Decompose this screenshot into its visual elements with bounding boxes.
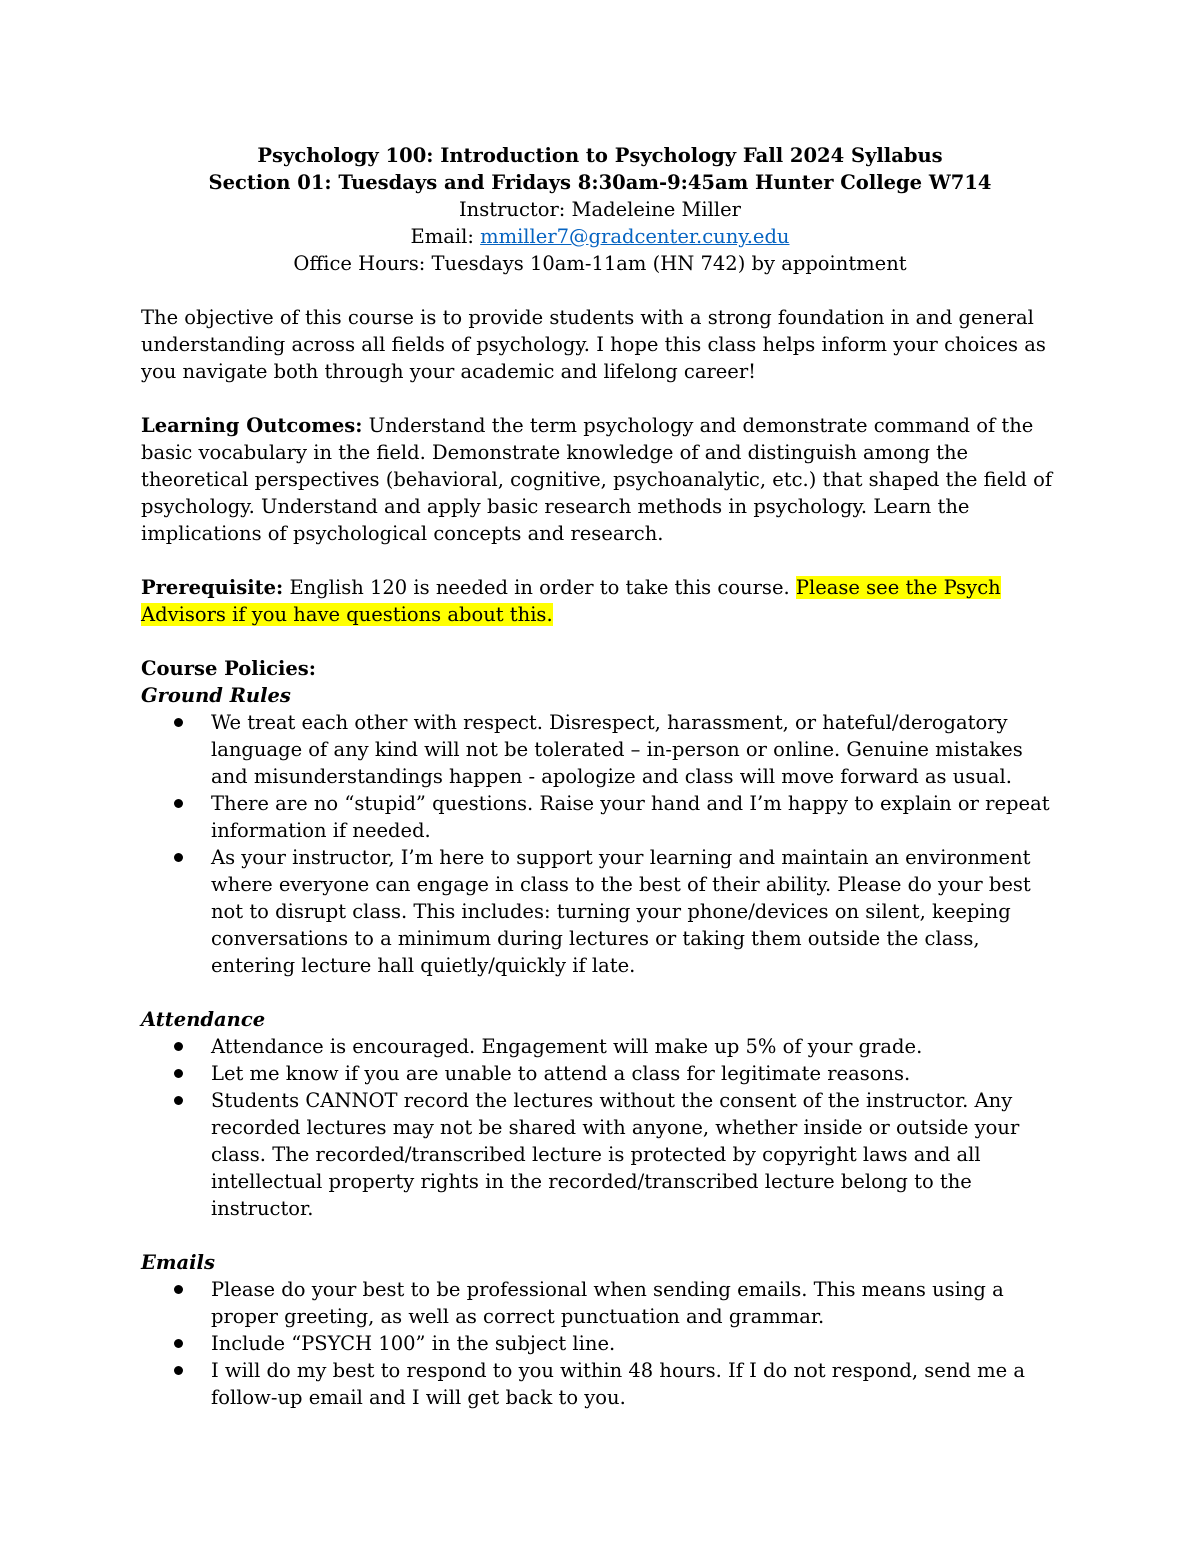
bullet-icon	[174, 799, 183, 808]
syllabus-header	[141, 142, 1059, 277]
office-hours: Office Hours: Tuesdays 10am-11am (HN 742) by appointment	[293, 252, 907, 275]
course-policies-heading: Course Policies:	[141, 657, 316, 680]
prerequisite-label: Prerequisite:	[141, 576, 284, 599]
section-info: Section 01: Tuesdays and Fridays 8:30am-9:45am Hunter College W714	[208, 171, 992, 194]
learning-outcomes-text: Understand the term psychology and demonstrate command of the basic vocabulary in the field. Demonstrate knowledge of and distinguish among the theoretical perspectives (behavioral, cognitive, psychoanalytic, etc.) that shaped the field of psychology. Understand and apply basic research methods in psychology. Learn the implications of psychological concepts and research.	[141, 414, 1053, 545]
attendance-list	[141, 1033, 1059, 1222]
list-item: We treat each other with respect. Disrespect, harassment, or hateful/derogatory language of any kind will not be tolerated – in-person or online. Genuine mistakes and misunderstandings happen - apologize and class will move forward as usual.	[141, 709, 1059, 790]
bullet-icon	[174, 1285, 183, 1294]
learning-outcomes-label: Learning Outcomes:	[141, 414, 363, 437]
bullet-icon	[174, 853, 183, 862]
bullet-icon	[174, 1366, 183, 1375]
bullet-icon	[174, 1096, 183, 1105]
list-item: As your instructor, I’m here to support your learning and maintain an environment where everyone can engage in class to the best of their ability. Please do your best not to disrupt class. This includes: turning your phone/devices on silent, keeping conversations to a minimum during lectures or taking them outside the class, entering lecture hall quietly/quickly if late.	[141, 844, 1059, 979]
attendance-heading: Attendance	[141, 1008, 266, 1031]
email-line	[141, 223, 1059, 250]
objective-paragraph: The objective of this course is to provide students with a strong foundation in and general understanding across all fields of psychology. I hope this class helps inform your choices as you navigate both through your academic and lifelong career!	[141, 306, 1046, 383]
email-link[interactable]: mmiller7@gradcenter.cuny.edu	[480, 225, 790, 248]
prerequisite-text: English 120 is needed in order to take this course.	[283, 576, 796, 599]
bullet-icon	[174, 1339, 183, 1348]
page-title: Psychology 100: Introduction to Psychology Fall 2024 Syllabus	[257, 144, 943, 167]
prerequisite-paragraph	[141, 574, 1059, 628]
list-item: Let me know if you are unable to attend a class for legitimate reasons.	[141, 1060, 1059, 1087]
ground-rules-list	[141, 709, 1059, 979]
emails-list	[141, 1276, 1059, 1411]
list-item: Students CANNOT record the lectures without the consent of the instructor. Any recorded lectures may not be shared with anyone, whether inside or outside your class. The recorded/transcribed lecture is protected by copyright laws and all intellectual property rights in the recorded/transcribed lecture belong to the instructor.	[141, 1087, 1059, 1222]
bullet-icon	[174, 1042, 183, 1051]
list-item: There are no “stupid” questions. Raise your hand and I’m happy to explain or repeat information if needed.	[141, 790, 1059, 844]
prerequisite-highlight: Please see the Psych Advisors if you have questions about this.	[141, 576, 1001, 626]
bullet-icon	[174, 718, 183, 727]
list-item: I will do my best to respond to you within 48 hours. If I do not respond, send me a follow-up email and I will get back to you.	[141, 1357, 1059, 1411]
bullet-icon	[174, 1069, 183, 1078]
email-label: Email:	[410, 225, 481, 248]
list-item: Include “PSYCH 100” in the subject line.	[141, 1330, 1059, 1357]
emails-heading: Emails	[141, 1251, 215, 1274]
list-item: Please do your best to be professional when sending emails. This means using a proper greeting, as well as correct punctuation and grammar.	[141, 1276, 1059, 1330]
syllabus-page	[141, 142, 1059, 1411]
instructor-info: Instructor: Madeleine Miller	[458, 198, 742, 221]
learning-outcomes-paragraph	[141, 412, 1059, 547]
ground-rules-heading: Ground Rules	[141, 684, 291, 707]
list-item: Attendance is encouraged. Engagement will make up 5% of your grade.	[141, 1033, 1059, 1060]
